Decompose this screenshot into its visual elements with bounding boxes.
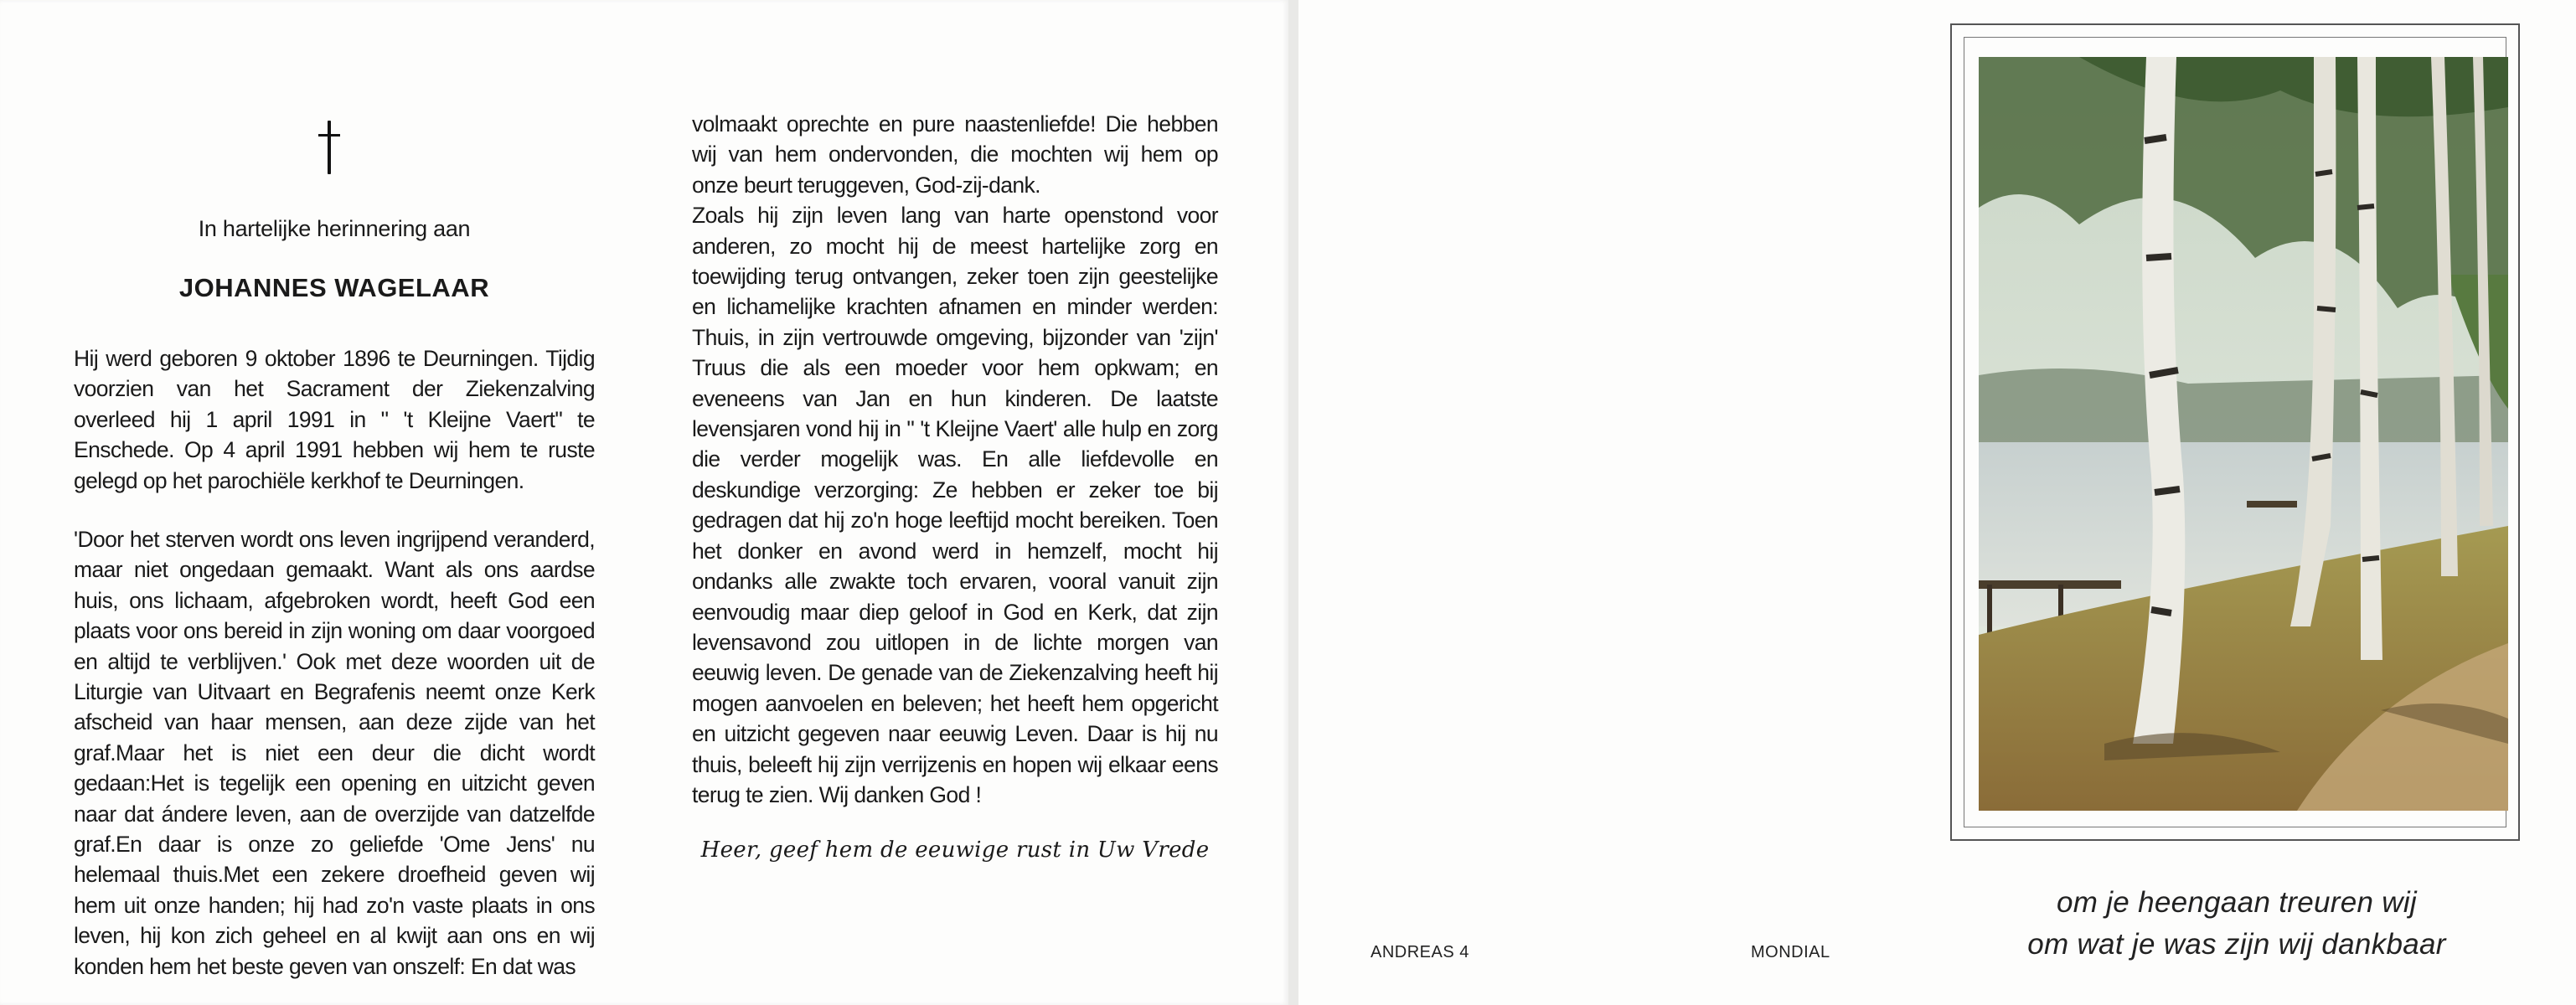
birch-trees-lake-photo-icon <box>1979 57 2508 811</box>
liturgy-paragraph: 'Door het sterven wordt ons leven ingrijpend veranderd, maar niet ongedaan gemaakt. Want als ons aardse huis, ons lichaam, afgebroken wordt, heeft God een plaats voor ons bereid in zijn woning om daar voorgoed en altijd te verblijven.' Ook met deze woorden uit de Liturgie van Uitvaart en Begrafenis neemt onze Kerk afscheid van haar mensen, aan deze zijde van het graf.Maar het is niet een deur die dicht wordt gedaan:Het is tegelijk een opening en uitzicht geven naar dat ándere leven, aan de overzijde van datzelfde graf.En daar is onze zo geliefde 'Ome Jens' nu helemaal thuis.Met een zekere droefheid geven wij hem uit onze handen; hij had zo'n vaste plaats in ons leven, hij kon zich geheel en al kwijt aan ons en wij konden hem het beste geven van onszelf: En dat was <box>74 527 595 979</box>
verse-line-1: om je heengaan treuren wij <box>2056 886 2417 919</box>
publisher-name: MONDIAL <box>1751 943 1830 961</box>
card-back-spread <box>1298 0 2576 1005</box>
tribute-paragraph: volmaakt oprechte en pure naastenliefde! Die hebben wij van hem ondervonden, die mochten wij hem op onze beurt teruggeven, God-zij-dank. Zoals hij zijn leven lang van harte openstond voor anderen, zo mocht hij de meest hartelijke zorg en toewijding terug ontvangen, zeker toen zijn geestelijke en lichamelijke krachten afnamen en minder werden: Thuis, in zijn vertrouwde omgeving, bijzonder van 'zijn' Truus die als een moeder voor hem opkwam; en eveneens van Jan en hun kinderen. De laatste levensjaren vond hij in " 't Kleijne Vaert' alle hulp en zorg die verder mogelijk was. En alle liefdevolle en deskundige verzorging: Ze hebben er zeker toe bij gedragen dat hij zo'n hoge leeftijd mocht bereiken. Toen het donker en avond werd in hemzelf, mocht hij ondanks alle zwakte toch ervaren, vooral vanuit zijn eenvoudig maar diep geloof in God en Kerk, dat zijn levensavond zou uitlopen in de lichte morgen van eeuwig leven. De genade van de Ziekenzalving heeft hij mogen aanvoelen en beleven; het heeft hem opgericht en uitzicht gegeven naar eeuwig Leven. Daar is hij nu thuis, beleeft hij zijn verrijzenis en hopen wij elkaar eens terug te zien. Wij danken God ! <box>692 111 1218 807</box>
verse-line-2: om wat je was zijn wij dankbaar <box>2027 928 2446 961</box>
memory-line: In hartelijke herinnering aan <box>198 216 471 241</box>
deceased-name: JOHANNES WAGELAAR <box>178 273 490 302</box>
photo-frame <box>1950 23 2520 841</box>
cross-icon <box>317 117 342 178</box>
publisher-code: ANDREAS 4 <box>1371 943 1469 961</box>
biography-paragraph: Hij werd geboren 9 oktober 1896 te Deurningen. Tijdig voorzien van het Sacrament der Ziekenzalving overleed hij 1 april 1991 in " 't Kleijne Vaert" te Enschede. Op 4 april 1991 hebben wij hem te ruste gelegd op het parochiële kerkhof te Deurningen. <box>74 346 595 493</box>
closing-prayer: Heer, geef hem de eeuwige rust in Uw Vrede <box>700 838 1210 863</box>
